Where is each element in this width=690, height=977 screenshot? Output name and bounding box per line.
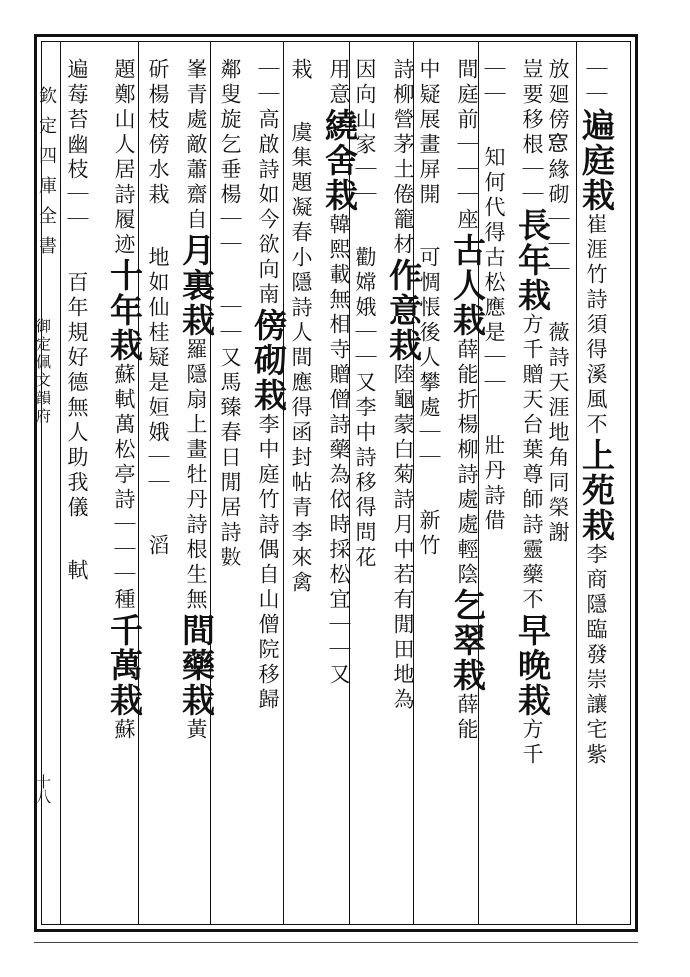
page-number-text: 十八	[34, 774, 52, 804]
text-run: ｜｜	[584, 58, 608, 108]
text-column	[145, 58, 171, 559]
text-run: 薛能折楊柳詩處處輕陰	[455, 338, 479, 588]
book-title-text: 御定佩文韻府	[34, 318, 52, 426]
text-column	[249, 58, 287, 713]
headword: 作意栽	[384, 258, 423, 363]
text-run: 壯丹詩借	[482, 434, 506, 534]
headword: 間藥栽	[177, 613, 216, 718]
text-run: 新竹	[417, 509, 441, 559]
text-run: 又李中詩移得問花	[353, 371, 377, 571]
text-run: 峯青處敵蕭齋自	[184, 58, 208, 233]
text-run: 種	[112, 588, 136, 613]
text-run: 可惆悵後人攀處｜｜	[417, 246, 441, 471]
headword: 繞舍栽	[320, 108, 359, 213]
text-run: 百年規好德無人助我儀	[65, 271, 89, 521]
headword: 十年栽	[105, 258, 144, 363]
text-run: 中疑展畫屏開	[417, 58, 441, 208]
text-run: 遍莓苔幽枝｜｜	[65, 58, 89, 233]
text-run: 勸嫦娥｜｜	[353, 246, 377, 371]
text-column	[105, 58, 143, 743]
headword: 月裏栽	[177, 233, 216, 338]
text-run: ｜｜	[482, 58, 506, 108]
running-head-text: 欽定四庫全書	[36, 86, 57, 266]
text-run: 薇詩天涯地角同榮謝	[546, 321, 570, 546]
text-column	[577, 58, 615, 768]
text-column	[513, 58, 551, 768]
text-run: 薛能	[455, 693, 479, 743]
text-run: 斫楊枝傍水栽	[146, 58, 170, 208]
headword: 千萬栽	[105, 613, 144, 718]
text-run: 座	[455, 208, 479, 233]
book-title	[34, 318, 54, 488]
text-run: ｜｜	[327, 613, 351, 663]
text-run: 方千贈天台葉尊師詩靈藥不	[520, 313, 544, 613]
headword: 上苑栽	[577, 438, 616, 543]
text-run: 地如仙桂疑是姮娥｜｜	[146, 246, 170, 496]
text-run: 又馬臻春日閒居詩𢿙	[218, 346, 242, 571]
text-run: 崔涯竹詩須得溪風不	[584, 213, 608, 438]
text-run: 用意	[327, 58, 351, 108]
text-run: 鄰叟旋乞垂楊｜｜	[218, 58, 242, 258]
text-run: ｜｜高啟詩如今欲向南	[256, 58, 280, 308]
running-head	[34, 56, 58, 296]
text-run: 黃	[184, 718, 208, 743]
text-column	[288, 58, 314, 596]
text-run: 方千	[520, 718, 544, 768]
text-run: 滔	[146, 534, 170, 559]
text-run: ｜｜	[218, 296, 242, 346]
column-divider	[60, 41, 61, 925]
headword: 古人栽	[448, 233, 487, 338]
text-run: 蘇軾萬松亭詩｜｜｜	[112, 363, 136, 588]
headword: 長年栽	[513, 208, 552, 313]
text-run: 放廻傍𥦗緣砌｜｜｜	[546, 58, 570, 283]
text-run: 羅隱扇上畫牡丹詩根生無	[184, 338, 208, 613]
text-column	[320, 58, 358, 688]
text-run: 間庭前｜｜｜	[455, 58, 479, 208]
headword: 遍庭栽	[577, 108, 616, 213]
text-column	[384, 58, 422, 713]
text-run: 陸龜蒙白菊詩月中若有閒田地為	[391, 363, 415, 713]
text-run: 題鄭山人居詩履迹	[112, 58, 136, 258]
headword: 傍砌栽	[249, 308, 288, 413]
text-run: 因向山家｜｜	[353, 58, 377, 208]
text-run: 栽	[289, 58, 313, 83]
text-run: 軾	[65, 559, 89, 584]
text-run: 知何代得古松應是｜｜	[482, 146, 506, 396]
text-run: 李商隱臨發崇讓宅紫	[584, 543, 608, 768]
text-column	[448, 58, 486, 743]
text-column	[64, 58, 90, 584]
text-run: 韓熙載無相寺贈僧詩藥為依時採松宜	[327, 213, 351, 613]
page-number	[34, 774, 54, 814]
text-column	[217, 58, 243, 571]
text-run: 李中庭竹詩偶自山僧院移歸	[256, 413, 280, 713]
headword: 早晚栽	[513, 613, 552, 718]
text-column	[177, 58, 215, 743]
bottom-rule	[34, 942, 638, 943]
text-run: 又	[327, 663, 351, 688]
text-run: 虞集題凝春小隱詩人間應得函封帖青李來禽	[289, 121, 313, 596]
text-run: 詩柳營茅土倦籠材	[391, 58, 415, 258]
text-run: 豈要移根｜｜	[520, 58, 544, 208]
text-run: 蘇	[112, 718, 136, 743]
headword: 乞翠栽	[448, 588, 487, 693]
